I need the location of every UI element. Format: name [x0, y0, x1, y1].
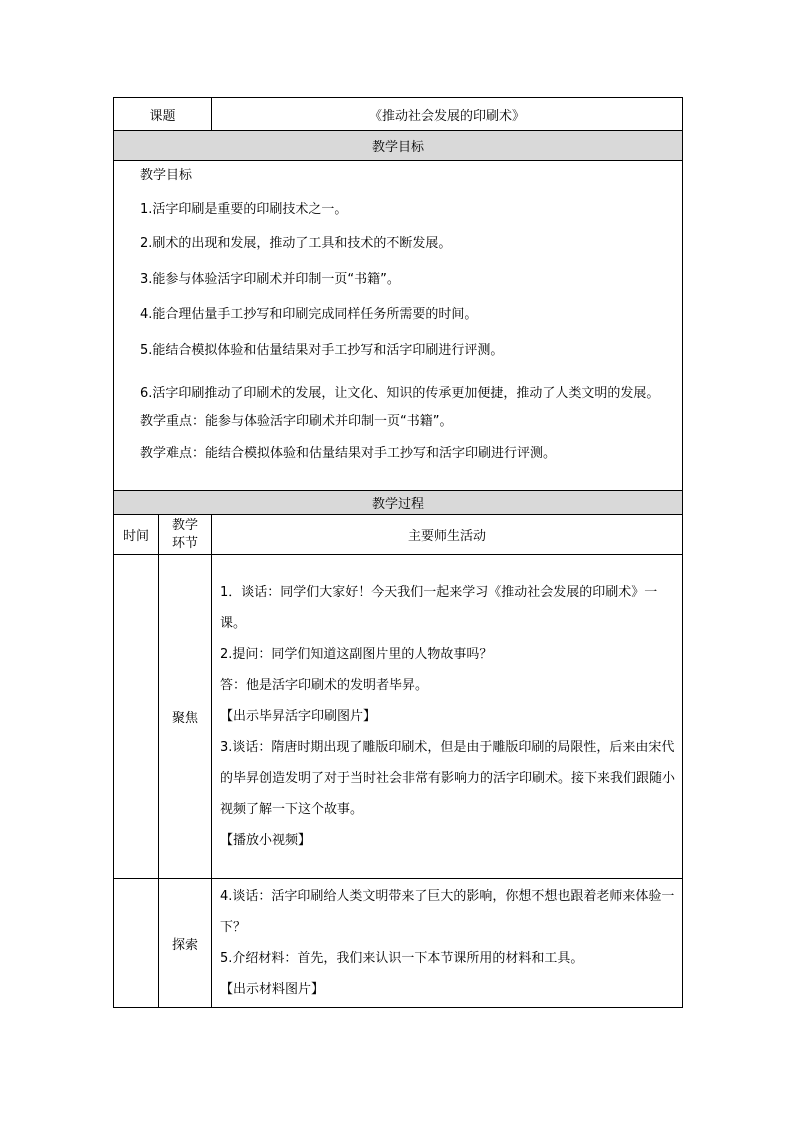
goals-content — [114, 161, 683, 491]
goal-item: 2.刷术的出现和发展，推动了工具和技术的不断发展。 — [140, 236, 452, 251]
activity-line: 1．谈话：同学们大家好！今天我们一起来学习《推动社会发展的印刷术》一课。 — [220, 585, 658, 631]
activity-line: 3.谈话：隋唐时期出现了雕版印刷术，但是由于雕版印刷的局限性，后来由宋代的毕昇创造发明了对于当时社会非常有影响力的活字印刷术。接下来我们跟随小视频了解一下这个故事。 — [220, 740, 676, 817]
stage-row — [114, 879, 683, 1008]
difficulty: 教学难点：能结合模拟体验和估量结果对手工抄写和活字印刷进行评测。 — [140, 446, 557, 461]
col-stage-header: 教学环节 — [159, 515, 212, 555]
stage-time-cell — [114, 555, 159, 879]
goals-content-row — [114, 161, 683, 491]
activity-line: 2.提问：同学们知道这副图片里的人物故事吗？ — [220, 647, 493, 662]
key-point: 教学重点：能参与体验活字印刷术并印制一页“书籍”。 — [140, 414, 453, 429]
stage-activities — [212, 879, 683, 1008]
goal-item: 3.能参与体验活字印刷术并印制一页“书籍”。 — [140, 272, 400, 287]
goals-heading: 教学目标 — [140, 168, 193, 183]
activity-line: 答：他是活字印刷术的发明者毕昇。 — [220, 678, 429, 693]
activity-line: 4.谈话：活字印刷给人类文明带来了巨大的影响，你想不想也跟着老师来体验一下？ — [220, 889, 675, 935]
activity-line: 5.介绍材料：首先，我们来认识一下本节课所用的材料和工具。 — [220, 951, 584, 966]
stage-name: 探索 — [159, 879, 212, 1008]
goal-item: 5.能结合模拟体验和估量结果对手工抄写和活字印刷进行评测。 — [140, 343, 504, 358]
subject-label: 课题 — [114, 98, 212, 131]
lesson-plan-table — [113, 97, 683, 1008]
subject-value: 《推动社会发展的印刷术》 — [212, 98, 683, 131]
title-row — [114, 98, 683, 131]
goal-item: 6.活字印刷推动了印刷术的发展，让文化、知识的传承更加便捷，推动了人类文明的发展。 — [140, 386, 660, 401]
stage-activities — [212, 555, 683, 879]
col-activity-header: 主要师生活动 — [212, 515, 683, 555]
goals-section-row — [114, 131, 683, 161]
col-time-header: 时间 — [114, 515, 159, 555]
stage-time-cell — [114, 879, 159, 1008]
goal-item: 1.活字印刷是重要的印刷技术之一。 — [140, 202, 348, 217]
process-section-title: 教学过程 — [114, 491, 683, 515]
stage-row — [114, 555, 683, 879]
activity-line: 【出示毕昇活字印刷图片】 — [220, 709, 377, 724]
process-section-row — [114, 491, 683, 515]
activity-line: 【播放小视频】 — [220, 833, 312, 848]
goals-section-title: 教学目标 — [114, 131, 683, 161]
goal-item: 4.能合理估量手工抄写和印刷完成同样任务所需要的时间。 — [140, 307, 478, 322]
activity-line: 【出示材料图片】 — [220, 982, 325, 997]
process-header-row — [114, 515, 683, 555]
stage-name: 聚焦 — [159, 555, 212, 879]
